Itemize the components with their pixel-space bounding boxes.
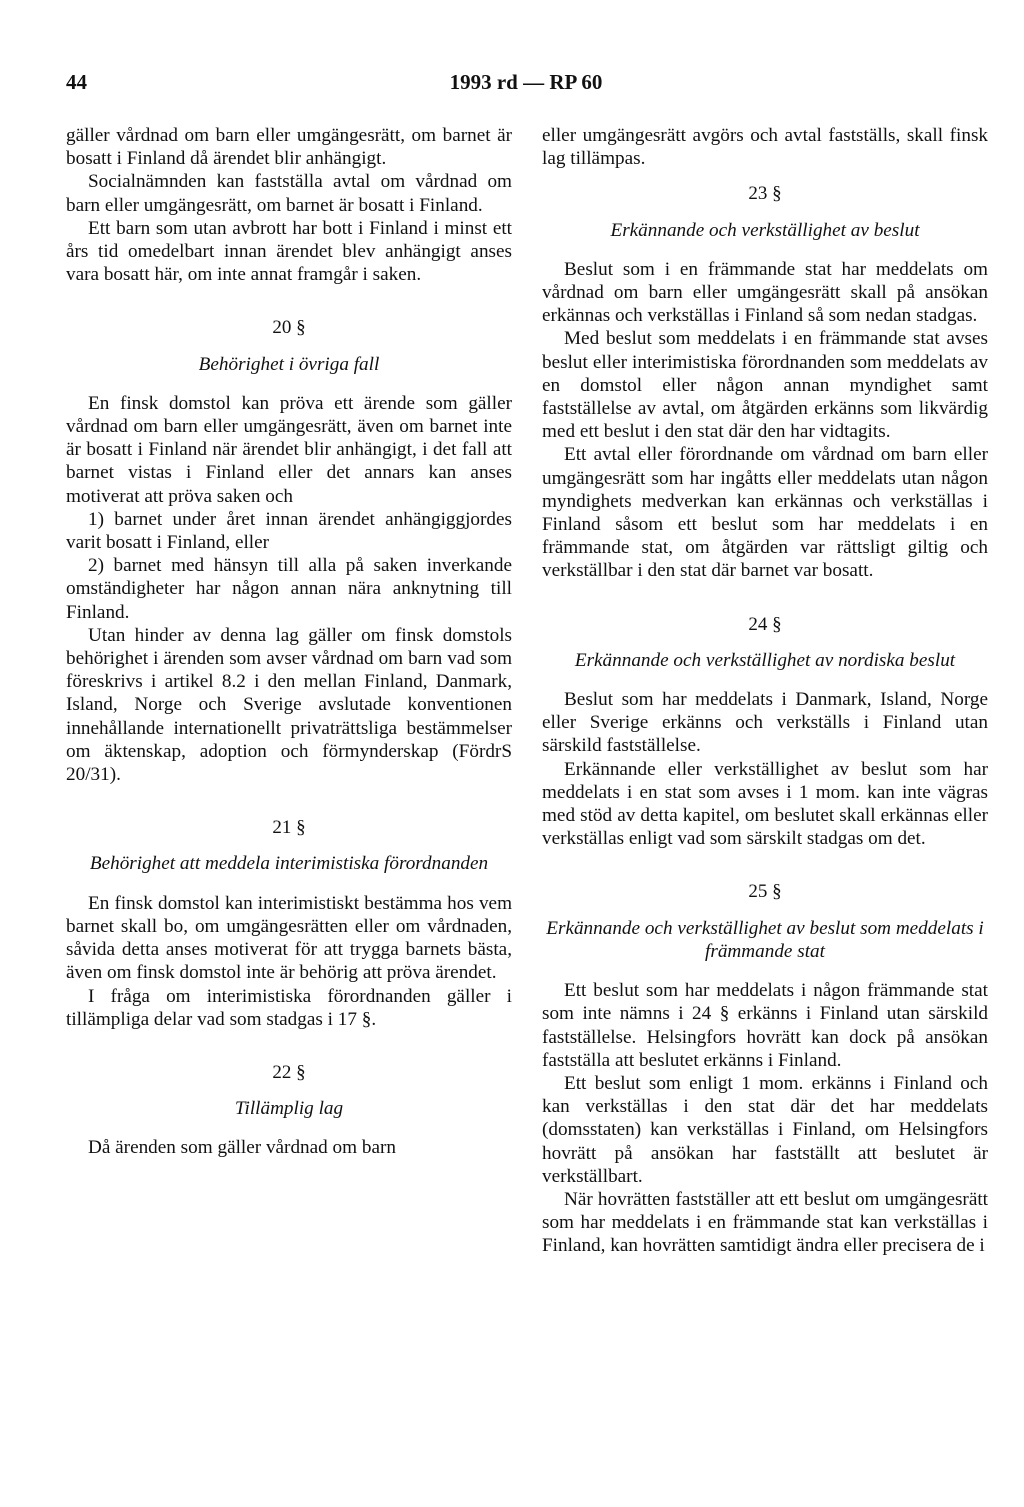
page-number: 44 [66,70,87,94]
section-number: 21 § [272,817,306,839]
paragraph: 2) barnet med hänsyn till alla på saken inverkande omständigheter har någon annan nära anknytning till Finland. [66,555,512,623]
paragraph: En finsk domstol kan pröva ett ärende som gäller vårdnad om barn eller umgängesrätt, även om barnet inte är bosatt i Finland när ärendet blir anhängigt, i det fall att barnet vistas i Finland eller det annars kan anses motiverat att pröva saken och [66,392,512,507]
paragraph: 1) barnet under året innan ärendet anhängiggjordes varit bosatt i Finland, eller [66,508,512,554]
section-title: Erkännande och verkställighet av nordiska beslut [574,649,956,671]
paragraph: Då ärenden som gäller vårdnad om barn [88,1137,396,1159]
section-number: 22 § [272,1061,306,1083]
section-title: Behörighet att meddela interimistiska förordnanden [89,853,489,875]
paragraph: Ett avtal eller förordnande om vårdnad om barn eller umgängesrätt som har ingåtts eller meddelats utan någon myndighets medverkan kan erkännas och verkställas i Finland såsom ett beslut som har meddelats i en främmande stat, om åtgärden var rättsligt giltig och verkställbar i den stat där barnet var bosatt. [542,444,988,582]
section-title: Erkännande och verkställighet av beslut [610,219,920,241]
paragraph: Utan hinder av denna lag gäller om finsk domstols behörighet i ärenden som avser vårdnad om barn vad som föreskrivs i artikel 8.2 i den mellan Finland, Danmark, Island, Norge och Sverige avslutade konventionen innehållande internationellt privaträttsliga bestämmelser om äktenskap, adoption och förmynderskap (FördrS 20/31). [66,624,512,786]
right-column [542,124,988,1258]
paragraph: Socialnämnden kan fastställa avtal om vårdnad om barn eller umgängesrätt, om barnet är bosatt i Finland. [66,171,512,216]
paragraph: Ett barn som utan avbrott har bott i Finland i minst ett års tid omedelbart innan ärendet blev anhängigt anses vara bosatt här, om inte annat framgår i saken. [66,217,512,286]
paragraph: I fråga om interimistiska förordnanden gäller i tillämpliga delar vad som stadgas i 17 §. [66,985,512,1030]
page-header-title: 1993 rd — RP 60 [449,70,603,94]
paragraph: gäller vårdnad om barn eller umgängesrätt, om barnet är bosatt i Finland då ärendet blir anhängigt. [66,125,512,170]
paragraph: Ett beslut som har meddelats i någon främmande stat som inte nämns i 24 § erkänns i Finland utan särskild fastställelse. Helsingfors hovrätt kan dock på ansökan fastställa att beslutet erkänns i Finland. [542,980,988,1071]
section-title: Erkännande och verkställighet av beslut som meddelats i främmande stat [546,917,984,962]
section-number: 25 § [748,881,782,903]
section-number: 23 § [748,183,782,205]
section-number: 24 § [748,613,782,635]
section-title: Behörighet i övriga fall [198,353,380,375]
paragraph: När hovrätten fastställer att ett beslut om umgängesrätt som har meddelats i en främmande stat kan verkställas i Finland, kan hovrätten samtidigt ändra eller precisera de i [542,1188,988,1257]
paragraph: Beslut som i en främmande stat har meddelats om vårdnad om barn eller umgängesrätt skall på ansökan erkännas och verkställas i Finland så som nedan stadgas. [542,258,988,327]
page-header [66,70,986,100]
paragraph: eller umgängesrätt avgörs och avtal fastställs, skall finsk lag tillämpas. [542,125,988,170]
paragraph: Med beslut som meddelats i en främmande stat avses beslut eller interimistiska förordnanden som meddelats av en domstol eller någon annan myndighet samt fastställelse av avtal, om åtgärden erkänns som likvärdig med ett beslut i den stat där den har vidtagits. [542,328,988,443]
paragraph: Erkännande eller verkställighet av beslut som har meddelats i en stat som avses i 1 mom. kan inte vägras med stöd av detta kapitel, om beslutet skall erkännas eller verkställas enligt vad som särskilt stadgas om det. [542,758,988,850]
paragraph: Ett beslut som enligt 1 mom. erkänns i Finland och kan verkställas i den stat där det har meddelats (domsstaten) kan verkställas i Finland, om Helsingfors hovrätt på ansökan har fastställt att beslutet är verkställbart. [542,1072,988,1187]
section-title: Tillämplig lag [234,1098,344,1120]
left-column [66,124,512,1160]
section-number: 20 § [272,317,306,339]
paragraph: En finsk domstol kan interimistiskt bestämma hos vem barnet skall bo, om umgängesrätten eller om vårdnaden, såvida detta anses motiverat för att trygga barnets bästa, även om finsk domstol inte är behörig att pröva ärendet. [66,892,512,984]
paragraph: Beslut som har meddelats i Danmark, Island, Norge eller Sverige erkänns och verkställs i Finland utan särskild fastställelse. [542,689,988,757]
